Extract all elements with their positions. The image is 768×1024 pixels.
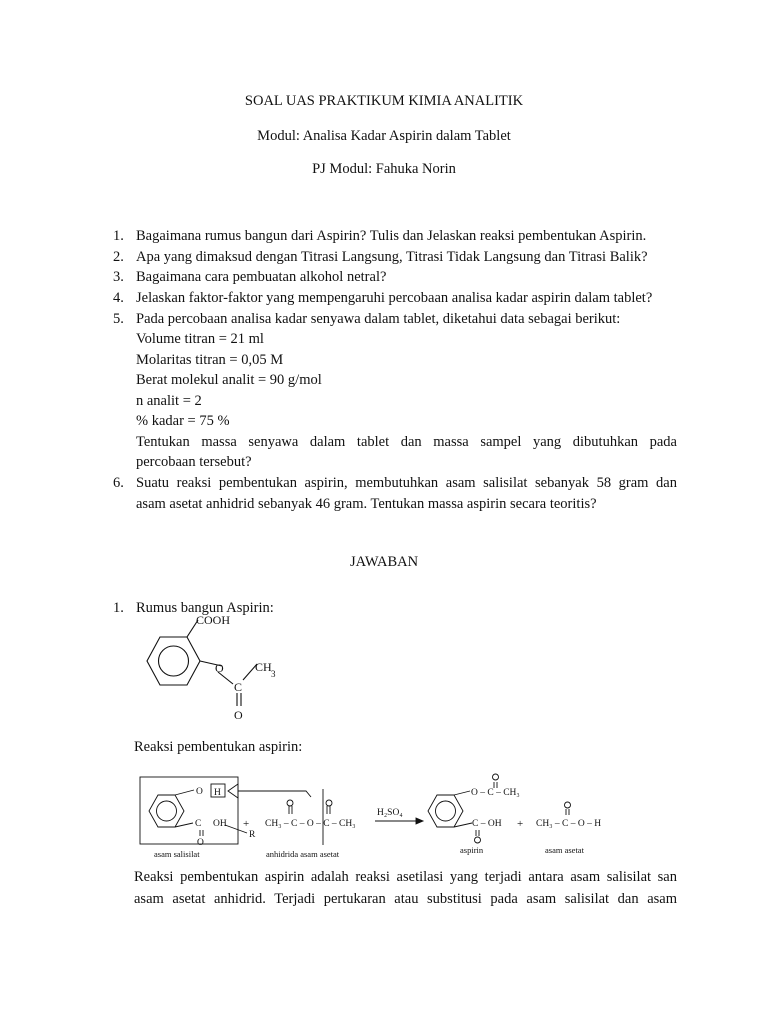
q5-data-n-analit: n analit = 2	[136, 393, 202, 409]
exchange-arrow	[238, 791, 311, 797]
document-title: SOAL UAS PRAKTIKUM KIMIA ANALITIK	[244, 93, 524, 109]
acetic-o-top	[565, 802, 571, 808]
answer-heading: JAWABAN	[349, 554, 419, 570]
rx-acetic-acid: CH₃ – C – O – H	[536, 819, 602, 829]
product-o-bond	[454, 791, 470, 795]
q5-task-line1: Tentukan massa senyawa dalam tablet dan massa sampel yang dibutuhkan pada	[136, 434, 677, 450]
q5-task-line2: percobaan tersebut?	[136, 454, 252, 470]
o2-label: O	[234, 708, 243, 722]
cooh-label: COOH	[196, 613, 231, 627]
product-acid-o	[475, 837, 481, 843]
salicylic-o-bond	[175, 790, 194, 795]
rx-plus-1: +	[243, 818, 250, 830]
rx-r-label: R	[249, 830, 256, 840]
anh-o-2	[326, 800, 332, 806]
reaction-arrowhead	[416, 818, 423, 824]
product-c-bond	[454, 823, 472, 827]
reaction-label: Reaksi pembentukan aspirin:	[134, 739, 303, 755]
c-label: C	[234, 680, 243, 694]
salicylic-box	[140, 777, 238, 844]
paragraph-line2: asam asetat anhidrid. Terjadi pertukaran atau substitusi pada asam salisilat dan asam	[134, 891, 677, 907]
rx-catalyst: H₂SO₄	[377, 808, 403, 818]
q5-data-kadar: % kadar = 75 %	[136, 413, 230, 429]
anh-o-1	[287, 800, 293, 806]
salicylic-c-bond	[175, 823, 193, 827]
question-6-line2: asam asetat anhidrid sebanyak 46 gram. Tentukan massa aspirin secara teoritis?	[136, 496, 597, 512]
salicylic-ring	[149, 795, 184, 827]
module-title: Modul: Analisa Kadar Aspirin dalam Tablet	[257, 128, 511, 144]
product-ring	[428, 795, 463, 827]
salicylic-ring-circle	[157, 801, 177, 821]
ch3-subscript: 3	[271, 669, 276, 679]
ch3-label: CH	[255, 660, 272, 674]
rx-h-label: H	[214, 788, 221, 798]
rx-o-label: O	[196, 787, 203, 797]
module-pj: PJ Modul: Fahuka Norin	[312, 161, 456, 177]
name-acetic: asam asetat	[545, 845, 584, 855]
q5-data-volume: Volume titran = 21 ml	[136, 331, 264, 347]
rx-aspirin-group: O – C – CH₃	[471, 788, 520, 798]
paragraph-line1: Reaksi pembentukan aspirin adalah reaksi asetilasi yang terjadi antara asam salisilat san	[134, 869, 677, 885]
name-aspirin: aspirin	[460, 845, 484, 855]
q5-data-molecular-weight: Berat molekul analit = 90 g/mol	[136, 372, 322, 388]
o-label: O	[215, 661, 224, 675]
name-salicylic: asam salisilat	[154, 849, 200, 859]
q5-data-molarity: Molaritas titran = 0,05 M	[136, 352, 284, 368]
rx-c-label: C	[195, 819, 202, 829]
name-anhydride: anhidrida asam asetat	[266, 849, 340, 859]
product-o-top	[493, 774, 499, 780]
rx-o-low-label: O	[197, 838, 204, 848]
rx-anhydride: CH₃ – C – O – C – CH₃	[265, 819, 356, 829]
product-ring-circle	[436, 801, 456, 821]
rx-aspirin-acid: C – OH	[472, 819, 502, 829]
rx-plus-2: +	[517, 818, 524, 830]
rx-oh-label: OH	[213, 819, 227, 829]
exchange-triangle	[228, 784, 238, 798]
